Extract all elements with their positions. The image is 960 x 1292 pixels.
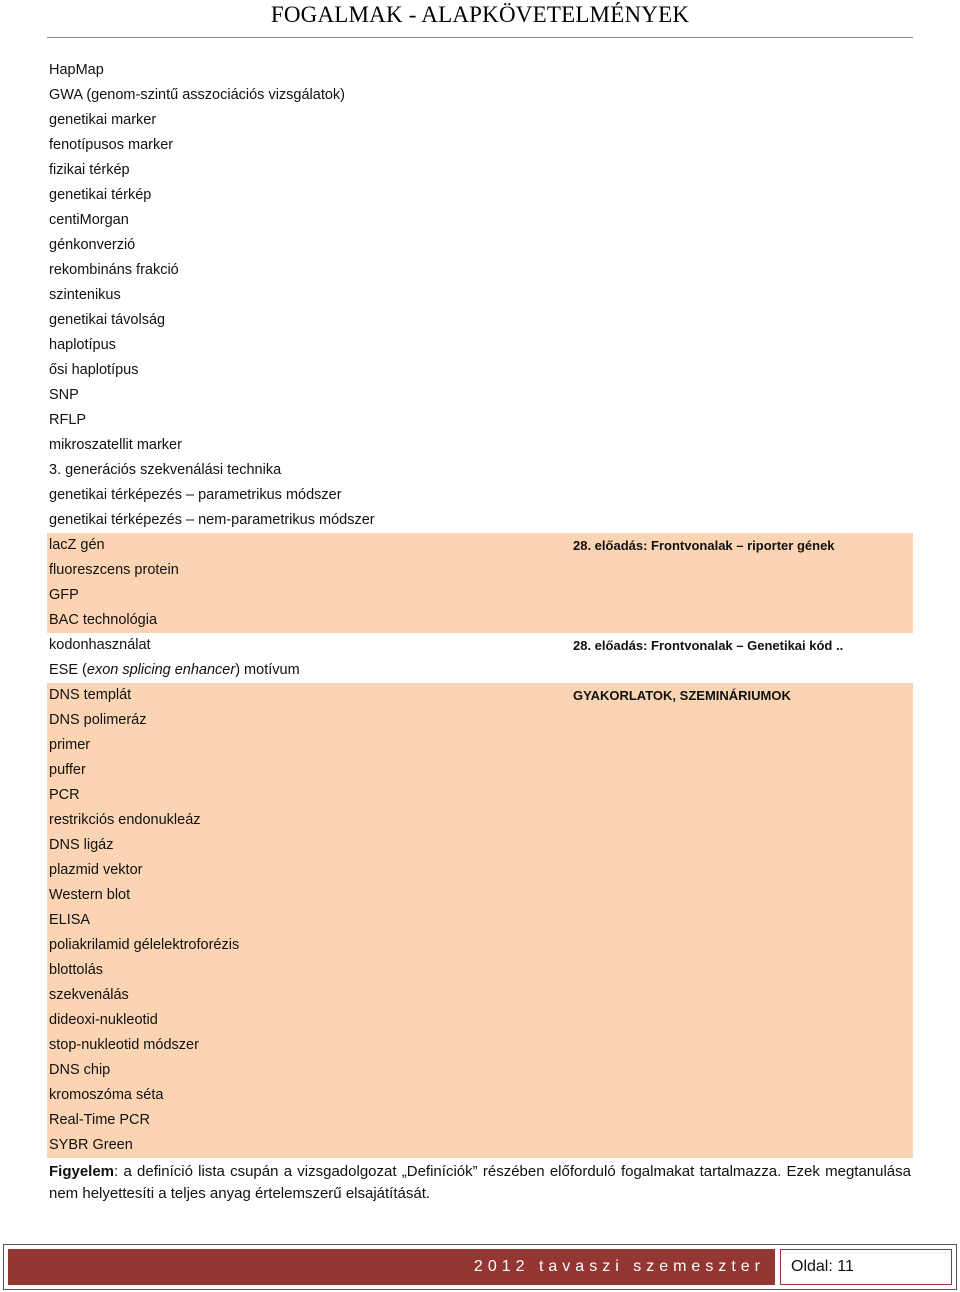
term-list [47,58,913,1158]
term-item: BAC technológia [49,612,158,628]
term-item [47,658,913,683]
term-item: Real-Time PCR [49,1112,150,1128]
term-item: primer [49,737,91,753]
term-item: HapMap [49,62,104,78]
term-item: PCR [49,787,80,803]
section-note: 28. előadás: Frontvonalak – riporter gének [573,538,835,553]
term-item: ELISA [49,912,91,928]
term-item: poliakrilamid gélelektroforézis [49,937,240,953]
term-item: GFP [49,587,79,603]
term-item: rekombináns frakció [49,262,179,278]
term-item: kromoszóma séta [49,1087,164,1103]
term-item: puffer [49,762,86,778]
term-group [47,633,913,683]
term-item: dideoxi-nukleotid [49,1012,158,1028]
term-item: genetikai térképezés – nem-parametrikus módszer [49,512,375,528]
term-item: genetikai marker [49,112,157,128]
term-item: RFLP [49,412,87,428]
section-note: GYAKORLATOK, SZEMINÁRIUMOK [573,688,791,703]
term-item: restrikciós endonukleáz [49,812,201,828]
term-expansion: exon splicing enhancer [86,662,236,678]
term-item: stop-nukleotid módszer [49,1037,199,1053]
term-item: SNP [49,387,79,403]
section-note: 28. előadás: Frontvonalak – Genetikai kód .. [573,638,844,653]
term-item: lacZ gén [49,537,105,553]
term-item: haplotípus [49,337,116,353]
term-item: SYBR Green [49,1137,133,1153]
term-item: plazmid vektor [49,862,143,878]
term-item: szintenikus [49,287,121,303]
notice-label: Figyelem [49,1163,115,1180]
term-item: szekvenálás [49,987,129,1003]
term-group [47,58,913,533]
term-item: kodonhasználat [49,637,151,653]
term-item: mikroszatellit marker [49,437,182,453]
term-item: fenotípusos marker [49,137,174,153]
term-item: centiMorgan [49,212,129,228]
term-item: fizikai térkép [49,162,130,178]
term-item: DNS templát [49,687,132,703]
notice-paragraph [49,1161,911,1205]
term-item: génkonverzió [49,237,136,253]
term-item: blottolás [49,962,104,978]
highlighted-term-group [47,533,913,633]
footer-page-number: Oldal: 11 [780,1249,952,1285]
term-item: genetikai távolság [49,312,166,328]
page-title: FOGALMAK - ALAPKÖVETELMÉNYEK [270,2,690,27]
term-item: genetikai térképezés – parametrikus módszer [49,487,342,503]
notice-text: : a definíció lista csupán a vizsgadolgozat „Definíciók” részében előforduló fogalmakat tartalmazza. Ezek megtanulása nem helyettesíti a teljes anyag értelemszerű elsajátítását. [49,1163,911,1202]
term-text-part: ESE ( [49,662,87,678]
term-item: Western blot [49,887,131,903]
footer-semester: 2012 tavaszi szemeszter [8,1249,775,1285]
term-item: DNS ligáz [49,837,114,853]
term-item: genetikai térkép [49,187,152,203]
term-item: ősi haplotípus [49,362,139,378]
term-item: 3. generációs szekvenálási technika [49,462,282,478]
term-item: fluoreszcens protein [49,562,179,578]
term-item: GWA (genom-szintű asszociációs vizsgálatok) [49,87,346,103]
highlighted-term-group [47,683,913,1158]
term-text-part: ) motívum [235,662,300,678]
term-item: DNS chip [49,1062,111,1078]
term-item: DNS polimeráz [49,712,147,728]
header-divider [47,37,913,38]
